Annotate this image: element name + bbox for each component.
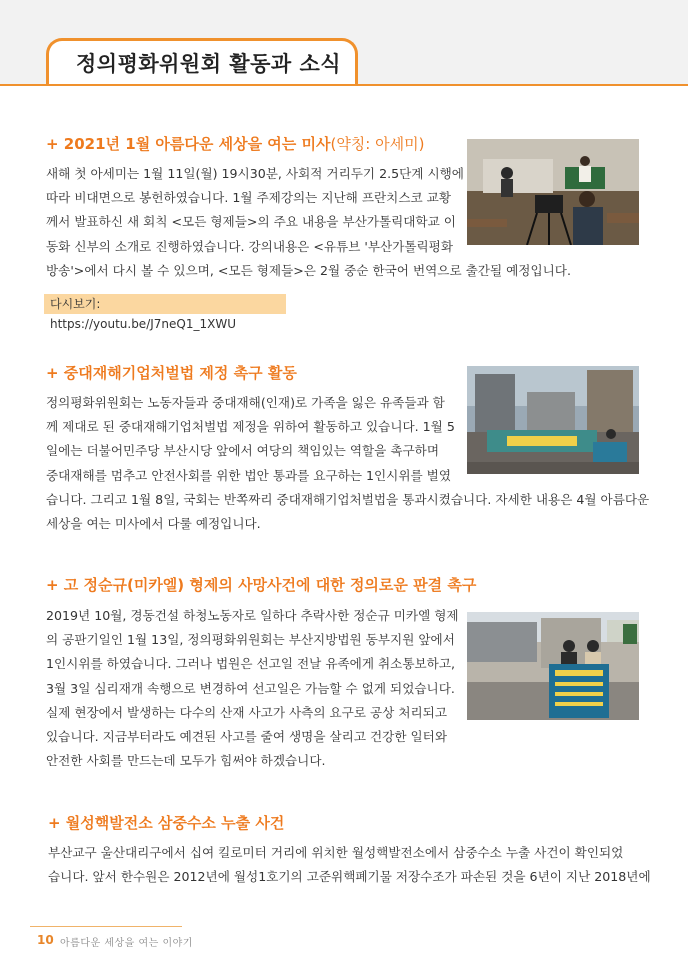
section-1-line: 께서 발표하신 새 회칙 <모든 형제들>의 주요 내용을 부산가톨릭대학교 이: [46, 214, 456, 230]
section-2-heading: + 중대재해기업처벌법 제정 촉구 활동: [46, 364, 297, 382]
page-number: 10: [37, 933, 54, 947]
section-4-line: 습니다. 앞서 한수원은 2012년에 월성1호기의 고준위핵폐기물 저장수조가 파손된 것을 6년이 지난 2018년에: [48, 869, 651, 885]
page-title: 정의평화위원회 활동과 소식: [76, 52, 342, 76]
section-1-line: 동화 신부의 소개로 진행하였습니다. 강의내용은 <유튜브 '부산가톨릭평화: [46, 238, 454, 254]
section-3-line: 2019년 10월, 경동건설 하청노동자로 일하다 추락사한 정순규 미카엘 형제: [46, 608, 459, 623]
section-4-line: 부산교구 울산대리구에서 십여 킬로미터 거리에 위치한 월성핵발전소에서 삼중수소 누출 사건이 확인되었: [48, 845, 624, 860]
section-2-line: 중대재해를 멈추고 안전사회를 위한 법안 통과를 요구하는 1인시위를 벌였: [46, 467, 452, 483]
section-3-line: 1인시위를 하였습니다. 그러나 법원은 선고일 전날 유족에게 취소통보하고,: [46, 656, 456, 672]
header-rule: [0, 84, 688, 86]
section-2-line: 께 제대로 된 중대재해기업처벌법 제정을 위하여 활동하고 있습니다. 1월 5: [46, 419, 455, 435]
protest-photo: [467, 366, 639, 474]
section-1-line: 새해 첫 아세미는 1월 11일(월) 19시30분, 사회적 거리두기 2.5단계 시행에: [46, 166, 464, 181]
section-3-line: 실제 현장에서 발생하는 다수의 산재 사고가 사측의 요구로 공상 처리되고: [46, 704, 447, 720]
replay-link[interactable]: 다시보기: https://youtu.be/J7neQ1_1XWU: [44, 294, 286, 314]
section-3-body: [46, 604, 459, 773]
section-1-line: 방송'>에서 다시 볼 수 있으며, <모든 형제들>은 2월 중순 한국어 번역으로 출간될 예정입니다.: [46, 262, 571, 278]
section-4-heading: + 월성핵발전소 삼중수소 누출 사건: [48, 814, 285, 832]
court-protest-photo: [467, 612, 639, 720]
section-2-line: 일에는 더불어민주당 부산시당 앞에서 여당의 책임있는 역할을 촉구하며: [46, 443, 439, 459]
section-4-body: [48, 841, 651, 889]
section-1-heading-text: + 2021년 1월 아름다운 세상을 여는 미사: [46, 135, 331, 153]
section-3-line: 3월 3일 심리재개 속행으로 변경하여 선고일은 가늠할 수 없게 되었습니다.: [46, 680, 455, 696]
section-3-line: 안전한 사회를 만드는데 모두가 힘써야 하겠습니다.: [46, 753, 326, 769]
section-2-line: 습니다. 그리고 1월 8일, 국회는 반쪽짜리 중대재해기업처벌법을 통과시켰습니다. 자세한 내용은 4월 아름다운: [46, 491, 650, 507]
section-1-heading-paren: (약칭: 아세미): [330, 135, 425, 153]
section-1-line: 따라 비대면으로 봉헌하였습니다. 1월 주제강의는 지난해 프란치스코 교황: [46, 190, 452, 206]
magazine-name: 아름다운 세상을 여는 이야기: [60, 938, 193, 949]
footer-rule: [30, 926, 182, 927]
section-3-line: 의 공판기일인 1월 13일, 정의평화위원회는 부산지방법원 동부지원 앞에서: [46, 632, 455, 648]
mass-photo: [467, 139, 639, 245]
section-2-line: 정의평화위원회는 노동자들과 중대재해(인재)로 가족을 잃은 유족들과 함: [46, 395, 445, 410]
section-2-line: 세상을 여는 미사에서 다룰 예정입니다.: [46, 516, 261, 532]
section-3-line: 있습니다. 지금부터라도 예견된 사고를 줄여 생명을 살리고 건강한 일터와: [46, 729, 447, 745]
section-1-heading: [46, 133, 424, 154]
section-3-heading: + 고 정순규(미카엘) 형제의 사망사건에 대한 정의로운 판결 촉구: [46, 576, 477, 594]
